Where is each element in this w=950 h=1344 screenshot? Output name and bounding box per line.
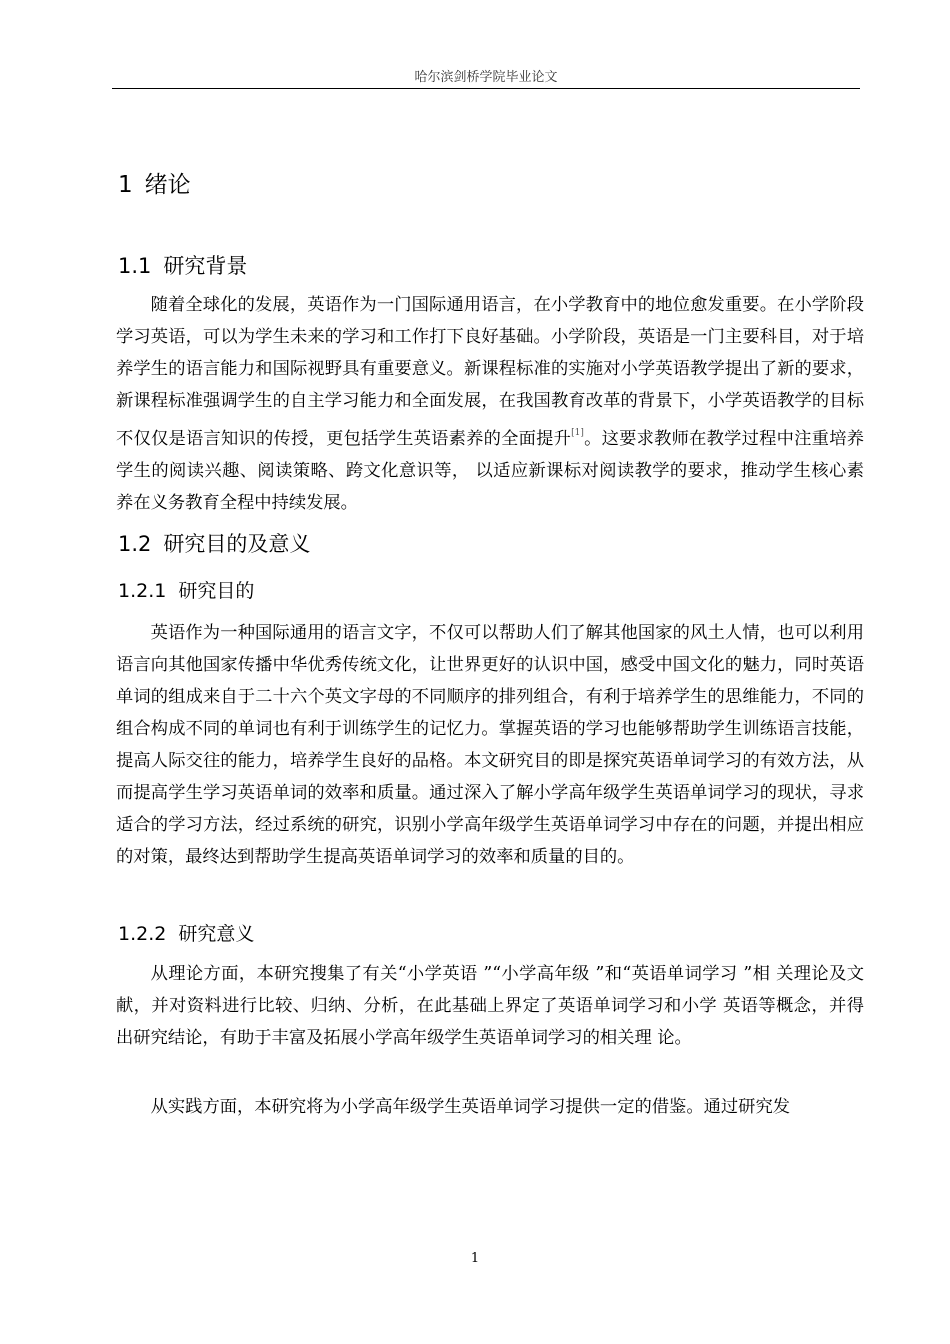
section-number: 1.2 <box>118 532 152 556</box>
header-rule <box>112 88 860 89</box>
running-header: 哈尔滨剑桥学院毕业论文 <box>414 70 558 85</box>
subsection-number: 1.2.2 <box>118 923 167 945</box>
citation-marker: [1] <box>571 428 584 438</box>
paragraph-significance-practice: 从实践方面，本研究将为小学高年级学生英语单词学习提供一定的借鉴。通过研究发 <box>150 1097 791 1117</box>
subsection-heading-1-2-1 <box>118 576 254 603</box>
section-heading-1-2 <box>118 528 310 558</box>
paragraph-purpose: 英语作为一种国际通用的语言文字，不仅可以帮助人们了解其他国家的风土人情，也可以利用语言向其他国家传播中华优秀传统文化，让世界更好的认识中国，感受中国文化的魅力，同时英语单词的组成来自于二十六个英文字母的不同顺序的排列组合，有利于培养学生的思维能力，不同的组合构成不同的单词也有利于训练学生的记忆力。掌握英语的学习也能够帮助学生训练语言技能，提高人际交往的能力，培养学生良好的品格。本文研究目的即是探究英语单词学习的有效方法，从而提高学生学习英语单词的效率和质量。通过深入了解小学高年级学生英语单词学习的现状，寻求适合的学习方法，经过系统的研究，识别小学高年级学生英语单词学习中存在的问题，并提出相应的对策，最终达到帮助学生提高英语单词学习的效率和质量的目的。 <box>116 623 864 867</box>
section-title: 研究目的及意义 <box>163 532 311 556</box>
section-title: 研究背景 <box>163 254 248 278</box>
paragraph-text: 随着全球化的发展，英语作为一门国际通用语言，在小学教育中的地位愈发重要。在小学阶段学习英语，可以为学生未来的学习和工作打下良好基础。小学阶段，英语是一门主要科目，对于培养学生的语言能力和国际视野具有重要意义。新课程标准的实施对小学英语教学提出了新的要求，新课程标准强调学生的自主学习能力和全面发展，在我国教育改革的背景下，小学英语教学的目标不仅仅是语言知识的传授，更包括学生英语素养的全面提升 <box>116 295 864 449</box>
paragraph-background <box>116 289 864 519</box>
subsection-number: 1.2.1 <box>118 580 167 602</box>
chapter-number: 1 <box>118 172 133 198</box>
page-number: 1 <box>470 1251 480 1266</box>
paragraph-text-cont: 。这要求教师在教学过程中注重培养学生的阅读兴趣、阅读策略、跨文化意识等， 以适应新课标对阅读教学的要求，推动学生核心素养在义务教育全程中持续发展。 <box>116 429 864 513</box>
chapter-title: 绪论 <box>144 172 191 198</box>
subsection-title: 研究目的 <box>178 580 255 602</box>
section-number: 1.1 <box>118 254 152 278</box>
section-heading-1-1 <box>118 250 247 280</box>
paragraph-significance-theory: 从理论方面，本研究搜集了有关“小学英语 ”“小学高年级 ”和“英语单词学习 ”相 关理论及文献，并对资料进行比较、归纳、分析，在此基础上界定了英语单词学习和小学 英语等概念，并得出研究结论，有助于丰富及拓展小学高年级学生英语单词学习的相关理 论。 <box>116 964 864 1048</box>
subsection-title: 研究意义 <box>178 923 255 945</box>
chapter-heading <box>118 166 191 199</box>
subsection-heading-1-2-2 <box>118 919 254 946</box>
